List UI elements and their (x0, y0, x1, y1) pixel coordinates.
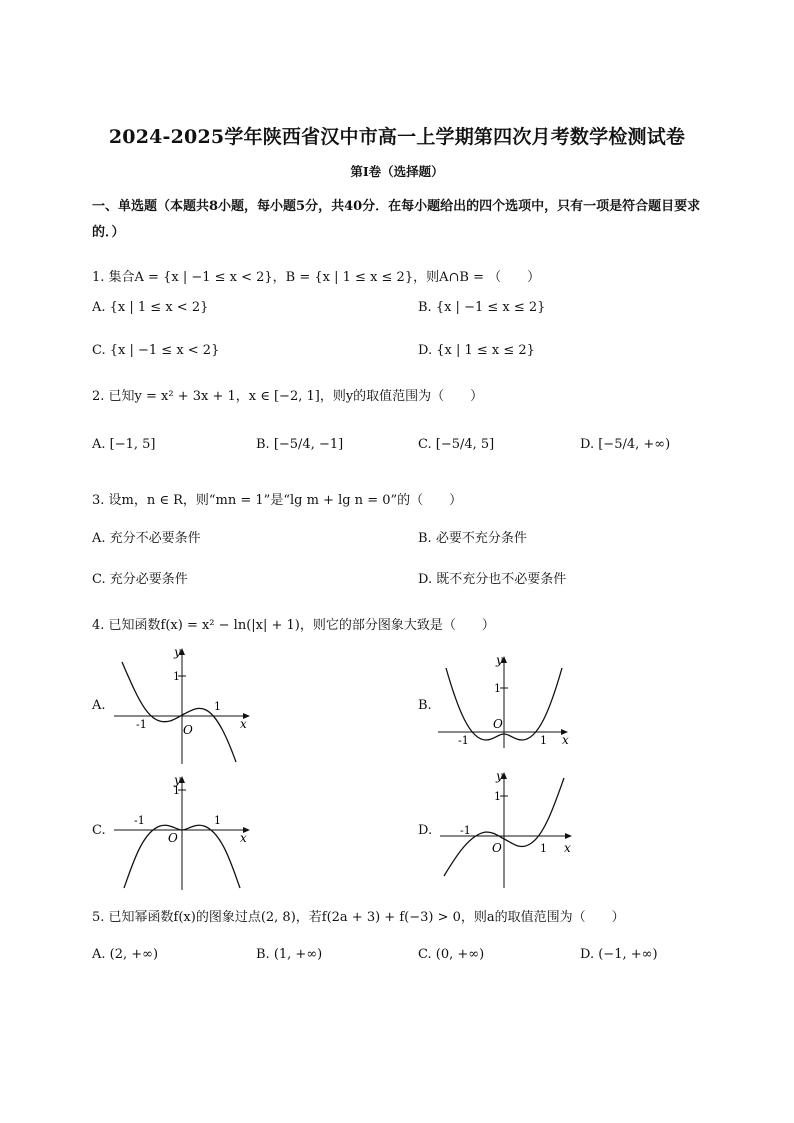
graph-c-x-label: x (240, 831, 247, 845)
graph-c-origin: O (168, 831, 178, 845)
graph-c-tick-neg1: -1 (134, 814, 145, 827)
question-2-stem: 2. 已知y = x² + 3x + 1，x ∈ [−2, 1]，则y的取值范围为（ ） (92, 389, 484, 404)
question-2-option-c: C. [−5/4, 5] (418, 437, 495, 452)
question-5-option-d: D. (−1, +∞) (580, 947, 658, 962)
question-3-option-a: A. 充分不必要条件 (92, 531, 201, 546)
graph-d-tick-1y: 1 (494, 790, 501, 803)
question-5-option-c: C. (0, +∞) (418, 947, 485, 962)
question-1-option-d: D. {x | 1 ≤ x ≤ 2} (418, 343, 535, 358)
graph-a-y-label: y (174, 645, 181, 659)
question-4-option-d: D. (418, 823, 433, 838)
question-3-option-d: D. 既不充分也不必要条件 (418, 572, 567, 587)
question-4-stem: 4. 已知函数f(x) = x² − ln(|x| + 1)，则它的部分图象大致是（ ） (92, 618, 495, 633)
graph-d-tick-1x: 1 (540, 842, 547, 855)
graph-b-tick-neg1: -1 (458, 734, 469, 747)
graph-c-tick-1x: 1 (214, 814, 221, 827)
question-5-option-b: B. (1, +∞) (256, 947, 323, 962)
graph-c-tick-1y: 1 (173, 784, 180, 797)
graph-a-x-label: x (240, 717, 247, 731)
graph-a-tick-1x: 1 (214, 700, 221, 713)
question-2-option-d: D. [−5/4, +∞) (580, 437, 671, 452)
graph-b-x-label: x (562, 733, 569, 747)
graph-c (110, 770, 260, 892)
graph-a (110, 644, 260, 768)
paper-subtitle: 第Ⅰ卷（选择题） (350, 164, 444, 179)
graph-d-y-label: y (496, 769, 503, 783)
graph-a-origin: O (183, 723, 193, 737)
graph-b (436, 650, 586, 750)
question-1-option-a: A. {x | 1 ≤ x < 2} (92, 300, 209, 315)
graph-b-tick-1y: 1 (494, 682, 501, 695)
question-2-option-b: B. [−5/4, −1] (256, 437, 344, 452)
graph-a-tick-1y: 1 (173, 670, 180, 683)
question-3-stem: 3. 设m，n ∈ R，则“mn = 1”是“lg m + lg n = 0”的（ ） (92, 493, 463, 508)
graph-d-origin: O (492, 841, 502, 855)
question-1-option-b: B. {x | −1 ≤ x ≤ 2} (418, 300, 546, 315)
question-2-option-a: A. [−1, 5] (92, 437, 156, 452)
question-3-option-c: C. 充分必要条件 (92, 572, 188, 587)
question-4-option-a: A. (92, 698, 106, 713)
graph-c-y-label: y (174, 773, 181, 787)
question-5-stem: 5. 已知幂函数f(x)的图象过点(2, 8)，若f(2a + 3) + f(−3) > 0，则a的取值范围为（ ） (92, 910, 625, 925)
question-1-stem: 1. 集合A = {x | −1 ≤ x < 2}，B = {x | 1 ≤ x ≤ 2}，则A∩B = （ ） (92, 270, 541, 285)
graph-b-origin: O (493, 717, 503, 731)
graph-b-tick-1x: 1 (540, 734, 547, 747)
section-header: 一、单选题（本题共8小题，每小题5分，共40分．在每小题给出的四个选项中，只有一项是符合题目要求的．） (92, 199, 701, 240)
graph-d (436, 766, 586, 890)
question-3-option-b: B. 必要不充分条件 (418, 531, 527, 546)
graph-a-tick-neg1: -1 (136, 718, 147, 731)
graph-b-y-label: y (496, 653, 503, 667)
graph-d-tick-neg1: -1 (460, 824, 471, 837)
graph-d-x-label: x (564, 841, 571, 855)
paper-title: 2024-2025学年陕西省汉中市高一上学期第四次月考数学检测试卷 (108, 126, 686, 148)
question-5-option-a: A. (2, +∞) (92, 947, 159, 962)
question-4-option-c: C. (92, 823, 106, 838)
question-1-option-c: C. {x | −1 ≤ x < 2} (92, 343, 220, 358)
question-4-option-b: B. (418, 698, 432, 713)
